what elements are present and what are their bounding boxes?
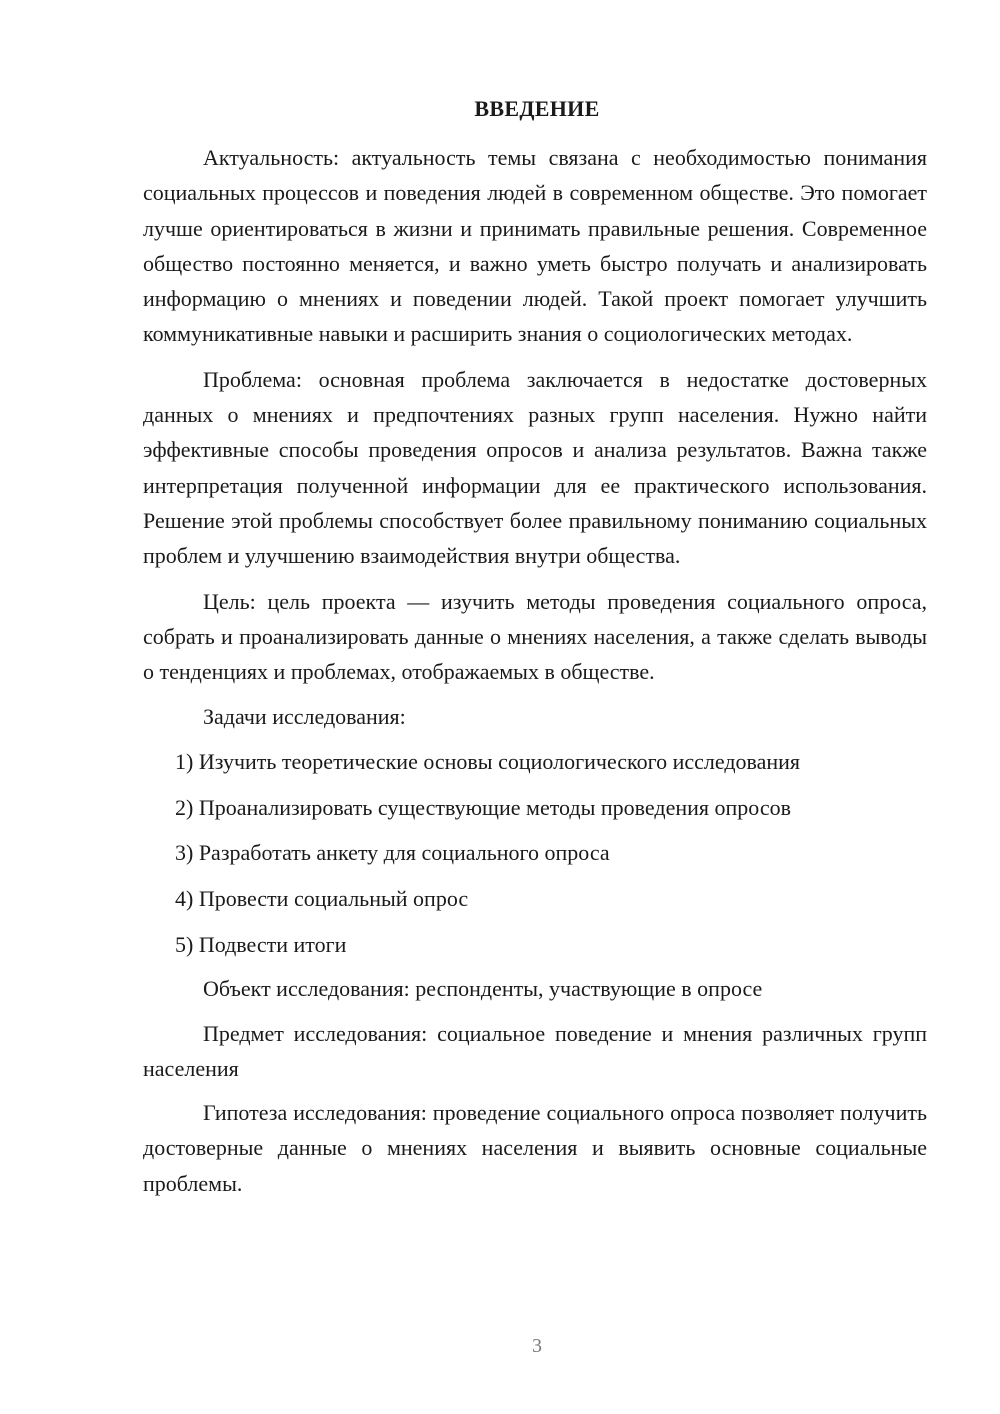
task-item: 5) Подвести итоги (175, 931, 347, 957)
object-paragraph: Объект исследования: респонденты, участвующие в опросе (203, 976, 763, 1002)
subject-paragraph: Предмет исследования: социальное поведение и мнения различных групп населения (143, 1020, 927, 1081)
task-item: 4) Провести социальный опрос (175, 886, 469, 912)
tasks-heading: Задачи исследования: (203, 704, 406, 730)
relevance-paragraph: Актуальность: актуальность темы связана с необходимостью понимания социальных процессов и поведения людей в современном обществе. Это помогает лучше ориентироваться в жизни и принимать правильные решения. Современное общество постоянно меняется, и важно уметь быстро получать и анализировать информацию о мнениях и поведении людей. Такой проект помогает улучшить коммуникативные навыки и расширить знания о социологических методах. (143, 145, 927, 347)
hypothesis-paragraph: Гипотеза исследования: проведение социального опроса позволяет получить достоверные данные о мнениях населения и выявить основные социальные проблемы. (143, 1100, 927, 1196)
task-item: 3) Разработать анкету для социального опроса (175, 840, 610, 866)
document-body (143, 140, 927, 1201)
page-number: 3 (532, 1335, 542, 1357)
task-item: 2) Проанализировать существующие методы проведения опросов (175, 794, 791, 820)
goal-paragraph: Цель: цель проекта — изучить методы проведения социального опроса, собрать и проанализировать данные о мнениях населения, а также сделать выводы о тенденциях и проблемах, отображаемых в обществе. (143, 588, 927, 685)
tasks-list (143, 744, 927, 962)
task-item: 1) Изучить теоретические основы социологического исследования (175, 748, 801, 774)
problem-paragraph: Проблема: основная проблема заключается в недостатке достоверных данных о мнениях и предпочтениях разных групп населения. Нужно найти эффективные способы проведения опросов и анализа результатов. Важна также интерпретация полученной информации для ее практического использования. Решение этой проблемы способствует более правильному пониманию социальных проблем и улучшению взаимодействия внутри общества. (143, 366, 927, 569)
page-title: ВВЕДЕНИЕ (474, 96, 600, 121)
